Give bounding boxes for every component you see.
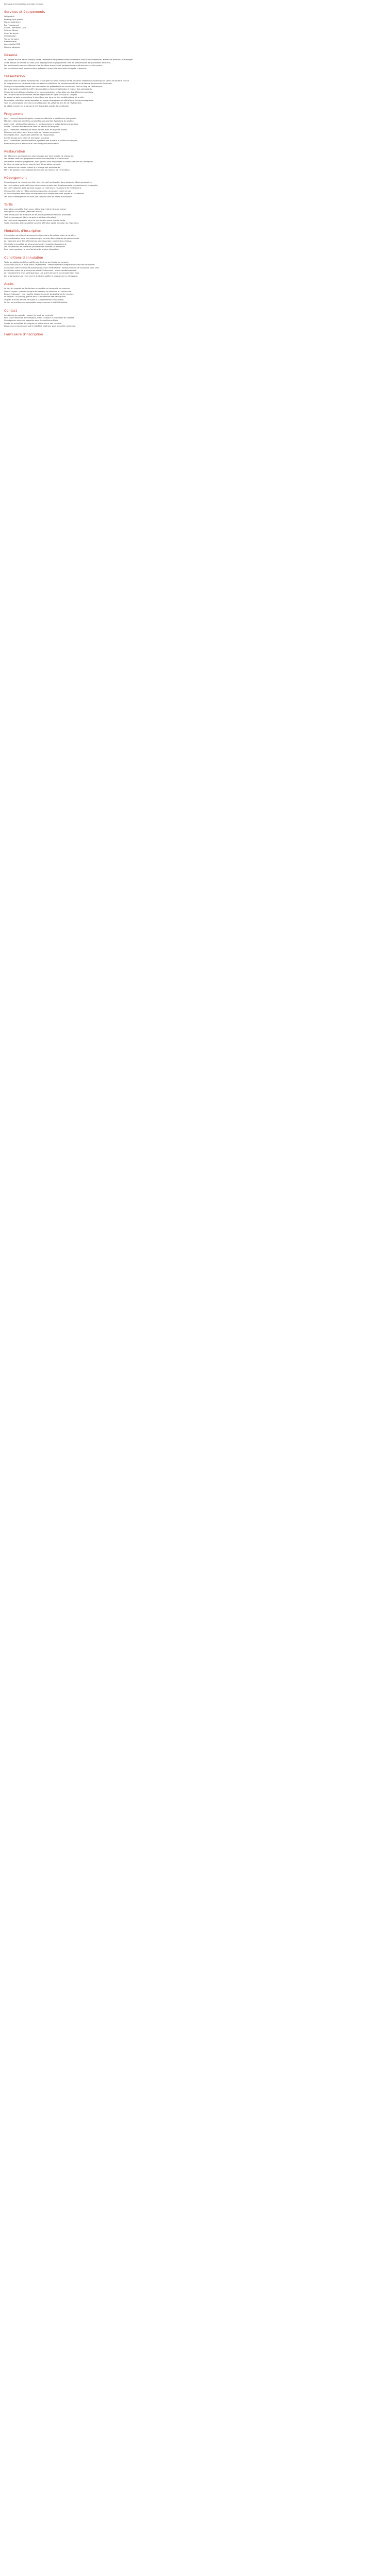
section-line: Le programme est construit autour de séances plénières, de sessions parallèles et de temps de rencontre informels.	[4, 82, 112, 85]
section-line: Les conventions de formation peuvent être établies sur demande.	[4, 245, 66, 248]
section-body	[4, 117, 382, 145]
section-line: Un contingent de chambres a été réservé à tarif préférentiel dans plusieurs hôtels partenaires.	[4, 181, 92, 184]
section-body	[4, 314, 382, 328]
section-title: Hébergement	[4, 176, 27, 180]
section-line: Climatisation	[4, 35, 17, 38]
section-line: Le remplacement d'un participant par une autre personne est accepté sans frais.	[4, 272, 80, 275]
page	[0, 0, 382, 343]
section	[4, 282, 382, 304]
section-title: Présentation	[4, 74, 25, 78]
intro-text: Formulaire d'inscription à remplir en ligne.	[4, 3, 44, 5]
section-line: Tous les participants recevront une attestation de présence à la fin de l'événement.	[4, 102, 82, 105]
section-line: Une réponse vous sera apportée dans les meilleurs délais.	[4, 319, 59, 322]
section-line: Le lieu est entièrement accessible aux personnes à mobilité réduite.	[4, 301, 68, 304]
section-line: Soirée : cocktail de bienvenue dans les salons de réception.	[4, 126, 60, 128]
section-title: Résumé	[4, 53, 18, 58]
section-body	[4, 261, 382, 278]
section-line: Terrain de sport	[4, 38, 19, 40]
section-line: Matinée : séances plénières consacrées aux grandes évolutions du secteur.	[4, 120, 74, 123]
section-title: Tarifs	[4, 202, 13, 207]
footer-title[interactable]: Formulaire d'inscription	[4, 332, 43, 336]
section-line: Remise des prix et annonce du lieu de la prochaine édition.	[4, 142, 59, 145]
section-line: Soirée de gala avec dîner et animation musicale.	[4, 137, 50, 139]
section-line: Une facture acquittée sera transmise après réception du paiement.	[4, 243, 67, 245]
section-line: Le dîner de gala est inclus dans le tarif d'inscription complet.	[4, 163, 61, 166]
section-line: Un comité scientifique sélectionne les communications présentées lors des différentes sessions.	[4, 91, 94, 93]
section-line: Après-midi : ateliers thématiques en petits groupes et présentations de posters.	[4, 123, 79, 125]
section-line: Un espace exposants permet aux partenaires de présenter leurs nouveautés tout au long de l'événement.	[4, 85, 103, 88]
section	[4, 176, 382, 198]
section-line: Depuis la gare : prendre la ligne de tramway en direction du centre-ville.	[4, 290, 72, 293]
section-line: La soirée de gala se déroulera le deuxième jour dans un lieu emblématique de la ville.	[4, 96, 85, 99]
section-line: Wifi gratuit	[4, 15, 14, 18]
section-line: Les organisateurs se réservent le droit de modifier le programme si nécessaire.	[4, 275, 78, 277]
section-body	[4, 155, 382, 172]
section	[4, 202, 382, 225]
sections-container	[4, 10, 382, 328]
section-title: Programme	[4, 111, 24, 116]
section-line: Bar / restaurant	[4, 24, 19, 26]
section-line: Les tarifs négociés sont garantis jusqu'à un mois avant l'ouverture de l'événement.	[4, 187, 82, 190]
section-line: Cette édition se tiendra sur trois jours et proposera un programme riche en interventions de spécialistes reconnus.	[4, 61, 111, 64]
section	[4, 74, 382, 108]
section-body	[4, 234, 382, 251]
section-line: Depuis l'aéroport : une navette dessert le centre toutes les trente minutes.	[4, 293, 74, 296]
section-line: Blanchisserie	[4, 41, 17, 43]
section-line: Déjeuner sur place, suivi d'une visite de l'espace exposants.	[4, 131, 60, 133]
section-line: Le règlement peut être effectué par carte bancaire, virement ou chèque.	[4, 240, 72, 243]
section-line: Nous vous remercions de votre intérêt et espérons vous accueillir nombreux.	[4, 325, 76, 328]
section-line: Toute inscription est considérée comme définitive après réception du règlement.	[4, 222, 79, 224]
section-line: Suivez les actualités du congrès sur notre site et nos réseaux.	[4, 322, 62, 325]
section-line: Tarif réduit pour les étudiants et les jeunes professionnels sur justificatif.	[4, 213, 72, 216]
section-line: Salle de fitness	[4, 29, 19, 32]
section-line: Inscription à la journée (déjeuner inclus).	[4, 211, 42, 213]
section-line: Secrétariat du congrès - ouvert du lundi au vendredi.	[4, 314, 54, 316]
section	[4, 149, 382, 172]
section-line: Navette aéroport	[4, 46, 20, 48]
section-title: Accès	[4, 282, 14, 286]
section-line: Court de tennis	[4, 32, 19, 35]
section	[4, 229, 382, 251]
section-line: Les résumés des interventions seront disponibles en ligne à l'issue du congrès.	[4, 93, 78, 96]
section-line: Un plan d'accès détaillé sera joint à la confirmation d'inscription.	[4, 298, 64, 301]
section-line: Les participants pourront découvrir les dernières avancées et partager leurs expériences avec leurs pairs.	[4, 64, 103, 67]
section-line: Pour toute question, le secrétariat reste à votre disposition.	[4, 248, 60, 251]
section-line: Les déjeuners sont servis sur place chaque jour dans la salle de restaurant.	[4, 155, 74, 158]
section-body	[4, 15, 382, 49]
section-line: Jour 3 : dernières communications, synthèse des travaux et clôture du congrès.	[4, 140, 78, 142]
section-body	[4, 59, 382, 70]
section-line: Organisé dans un cadre exceptionnel, le Congrès accueille chaque année plusieurs centaines de participants venus de toute la France.	[4, 79, 129, 82]
section-title: Services et équipements	[4, 10, 45, 14]
section-title: Conditions d'annulation	[4, 255, 43, 260]
section-line: Les tarifs sont dégressifs pour les inscriptions avant la date limite.	[4, 219, 66, 222]
section-line: Le détail complet du programme est disponible auprès du secrétariat.	[4, 105, 69, 107]
section-line: Annulation moins de quinze jours avant l'événement : aucun remboursement.	[4, 269, 77, 272]
section	[4, 256, 382, 278]
section-line: Les réservations sont à effectuer directement auprès des établissements en mentionnant le congrès.	[4, 184, 99, 187]
section-line: Piscine extérieure	[4, 21, 21, 24]
section-line: Le lieu du congrès est facilement accessible en transports en commun.	[4, 287, 71, 290]
section	[4, 112, 382, 145]
section-line: Annulation plus d'un mois avant l'événement : remboursement intégral moins les frais de dossier.	[4, 264, 95, 266]
section-body	[4, 80, 382, 108]
section-line: Les frais d'hébergement ne sont pas compris dans les droits d'inscription.	[4, 195, 73, 198]
section-line: Jour 2 : sessions parallèles et tables rondes avec les experts invités.	[4, 128, 68, 131]
section-line: Les pauses café sont proposées en milieu de matinée et d'après-midi.	[4, 158, 69, 160]
section-line: Merci de signaler toute allergie alimentaire au moment de l'inscription.	[4, 169, 70, 172]
section-line: Accessibilité PMR	[4, 43, 21, 46]
section-line: Des visites culturelles sont proposées en marge du programme officiel pour les accompagnants.	[4, 99, 94, 101]
section-line: Le Congrès annuel réunit chaque année l'ensemble des professionnels du secteur autour de conférences, ateliers et moments d'échanges.	[4, 59, 134, 61]
section-line: Annulation entre un mois et quinze jours avant l'événement : remboursement de cinquante pour cent.	[4, 266, 100, 269]
section-body	[4, 181, 382, 198]
section-line: Sauna - hammam - spa	[4, 27, 26, 29]
section	[4, 53, 382, 70]
section-body	[4, 208, 382, 225]
section-line: Des menus adaptés (végétarien, sans gluten) sont disponibles sur demande lors de l'inscription.	[4, 160, 94, 163]
section-line: Les inscriptions sont ouvertes dès à présent et jusqu'à la date limite indiquée ci-dessous.	[4, 67, 87, 70]
section-line: En voiture : un parking gratuit est à la disposition des participants.	[4, 296, 67, 298]
section-line: Fin d'après-midi : assemblée générale de l'association.	[4, 134, 55, 137]
section-title: Modalités d'inscription	[4, 229, 41, 233]
section	[4, 10, 382, 49]
section-body	[4, 287, 382, 304]
section-line: Toute annulation doit être notifiée par écrit au secrétariat du congrès.	[4, 261, 69, 263]
section-line: Pour toute demande d'information, merci d'utiliser le formulaire de contact.	[4, 317, 75, 319]
section-title: Contact	[4, 308, 17, 313]
section-line: L'inscription se fait exclusivement en ligne via le formulaire prévu à cet effet.	[4, 234, 76, 237]
section-line: Jour 1 : accueil des participants, ouverture officielle et conférence inaugurale.	[4, 117, 77, 120]
section-line: La liste complète des hôtels est disponible sur simple demande auprès du secrétariat.	[4, 193, 85, 195]
section-line: Une confirmation vous sera adressée par courriel dès validation de votre dossier.	[4, 237, 80, 240]
section-title: Restauration	[4, 149, 25, 154]
section-line: Inscription complète (trois jours, déjeuners et dîner de gala inclus).	[4, 208, 67, 210]
section-line: Une navette relie les hôtels partenaires au lieu du congrès matin et soir.	[4, 190, 72, 192]
section-line: Parking privé gratuit	[4, 18, 23, 21]
section-line: Tarif accompagnant (dîner de gala et visites culturelles).	[4, 216, 57, 219]
section-line: Les boissons hors repas restent à la charge des participants.	[4, 166, 61, 168]
section-line: Les organisateurs veillent à offrir des conditions d'accueil optimales à chacun des participants.	[4, 88, 93, 91]
section	[4, 309, 382, 328]
